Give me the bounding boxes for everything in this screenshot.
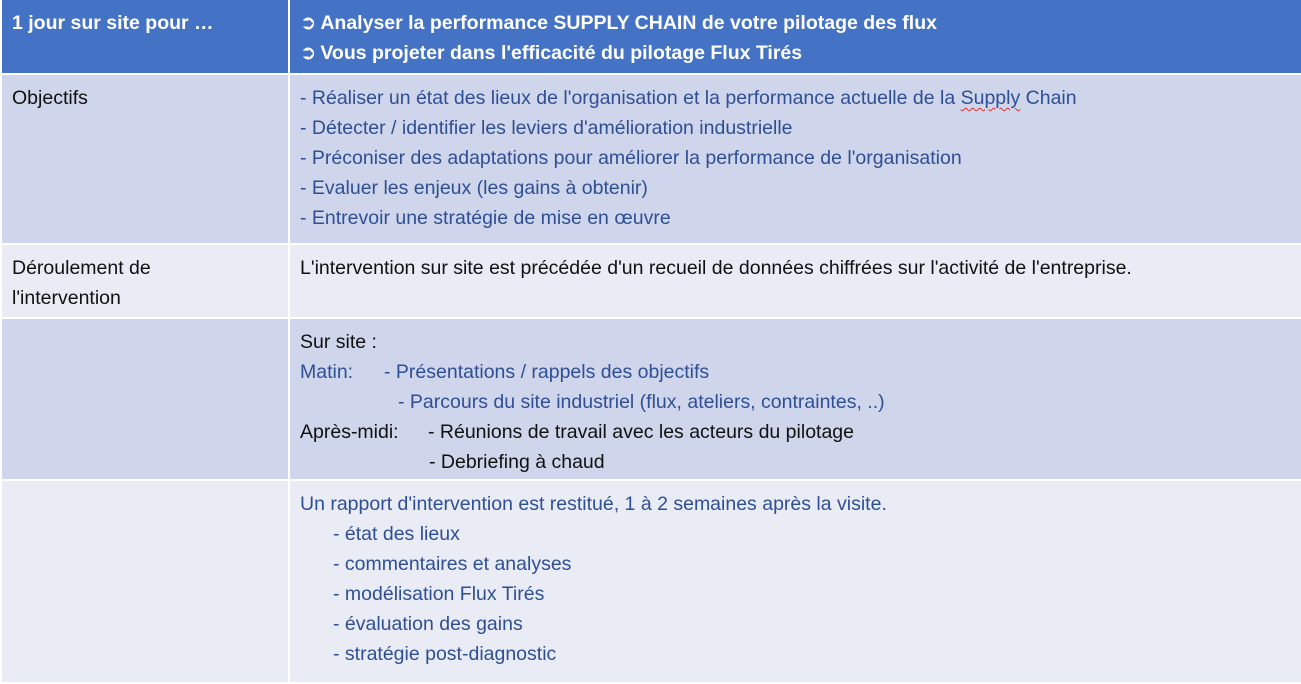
arrow-icon: ➲ (300, 12, 317, 34)
header-row (1, 0, 1301, 74)
objectif-item: - Evaluer les enjeux (les gains à obtenir) (300, 177, 648, 199)
rapport-item: - état des lieux (333, 523, 460, 545)
matin-line (300, 357, 1291, 387)
apres-midi-label: Après-midi: (300, 421, 399, 443)
header-line-1-text: Analyser la performance SUPPLY CHAIN de votre pilotage des flux (320, 12, 937, 34)
objectif-item-text: - Réaliser un état des lieux de l'organisation et la performance actuelle de la (300, 87, 961, 109)
arrow-icon: ➲ (300, 42, 317, 64)
header-line-1 (300, 8, 1291, 38)
header-left-text: 1 jour sur site pour … (12, 12, 214, 34)
rapport-row (1, 480, 1301, 683)
deroulement-row (1, 244, 1301, 318)
apres-midi-item: - Debriefing à chaud (429, 451, 605, 473)
rapport-item: - stratégie post-diagnostic (333, 643, 557, 665)
matin-item: - Présentations / rappels des objectifs (384, 361, 710, 383)
header-left-cell (1, 0, 289, 74)
objectifs-row (1, 74, 1301, 244)
header-right-cell (289, 0, 1301, 74)
header-line-2 (300, 38, 1291, 68)
rapport-item: - commentaires et analyses (333, 553, 572, 575)
matin-label: Matin: (300, 361, 354, 383)
deroulement-text: L'intervention sur site est précédée d'un recueil de données chiffrées sur l'activité de l'entreprise. (300, 257, 1132, 279)
deroulement-content-cell (289, 244, 1301, 318)
objectif-item-text: Chain (1020, 87, 1077, 109)
sur-site-row (1, 318, 1301, 480)
objectifs-label: Objectifs (12, 87, 88, 109)
apres-midi-item: - Réunions de travail avec les acteurs du pilotage (428, 421, 854, 443)
deroulement-label-cell (1, 244, 289, 318)
rapport-item: - évaluation des gains (333, 613, 523, 635)
sur-site-label-cell (1, 318, 289, 480)
deroulement-label-line: Déroulement de (12, 257, 151, 279)
objectifs-label-cell (1, 74, 289, 244)
deroulement-label-line: l'intervention (12, 287, 121, 309)
rapport-item: - modélisation Flux Tirés (333, 583, 545, 605)
rapport-intro: Un rapport d'intervention est restitué, 1 à 2 semaines après la visite. (300, 493, 887, 515)
apres-midi-line (300, 417, 1291, 447)
matin-item: - Parcours du site industriel (flux, ateliers, contraintes, ..) (398, 391, 885, 413)
sur-site-title: Sur site : (300, 331, 377, 353)
header-line-2-text: Vous projeter dans l'efficacité du pilotage Flux Tirés (320, 42, 803, 64)
rapport-label-cell (1, 480, 289, 683)
sur-site-content-cell (289, 318, 1301, 480)
objectif-item: - Préconiser des adaptations pour améliorer la performance de l'organisation (300, 147, 962, 169)
objectif-item: - Détecter / identifier les leviers d'amélioration industrielle (300, 117, 793, 139)
spellcheck-flagged-word: Supply (960, 87, 1021, 109)
rapport-content-cell (289, 480, 1301, 683)
objectif-item (300, 83, 1291, 113)
objectifs-content-cell (289, 74, 1301, 244)
objectif-item: - Entrevoir une stratégie de mise en œuvre (300, 207, 671, 229)
